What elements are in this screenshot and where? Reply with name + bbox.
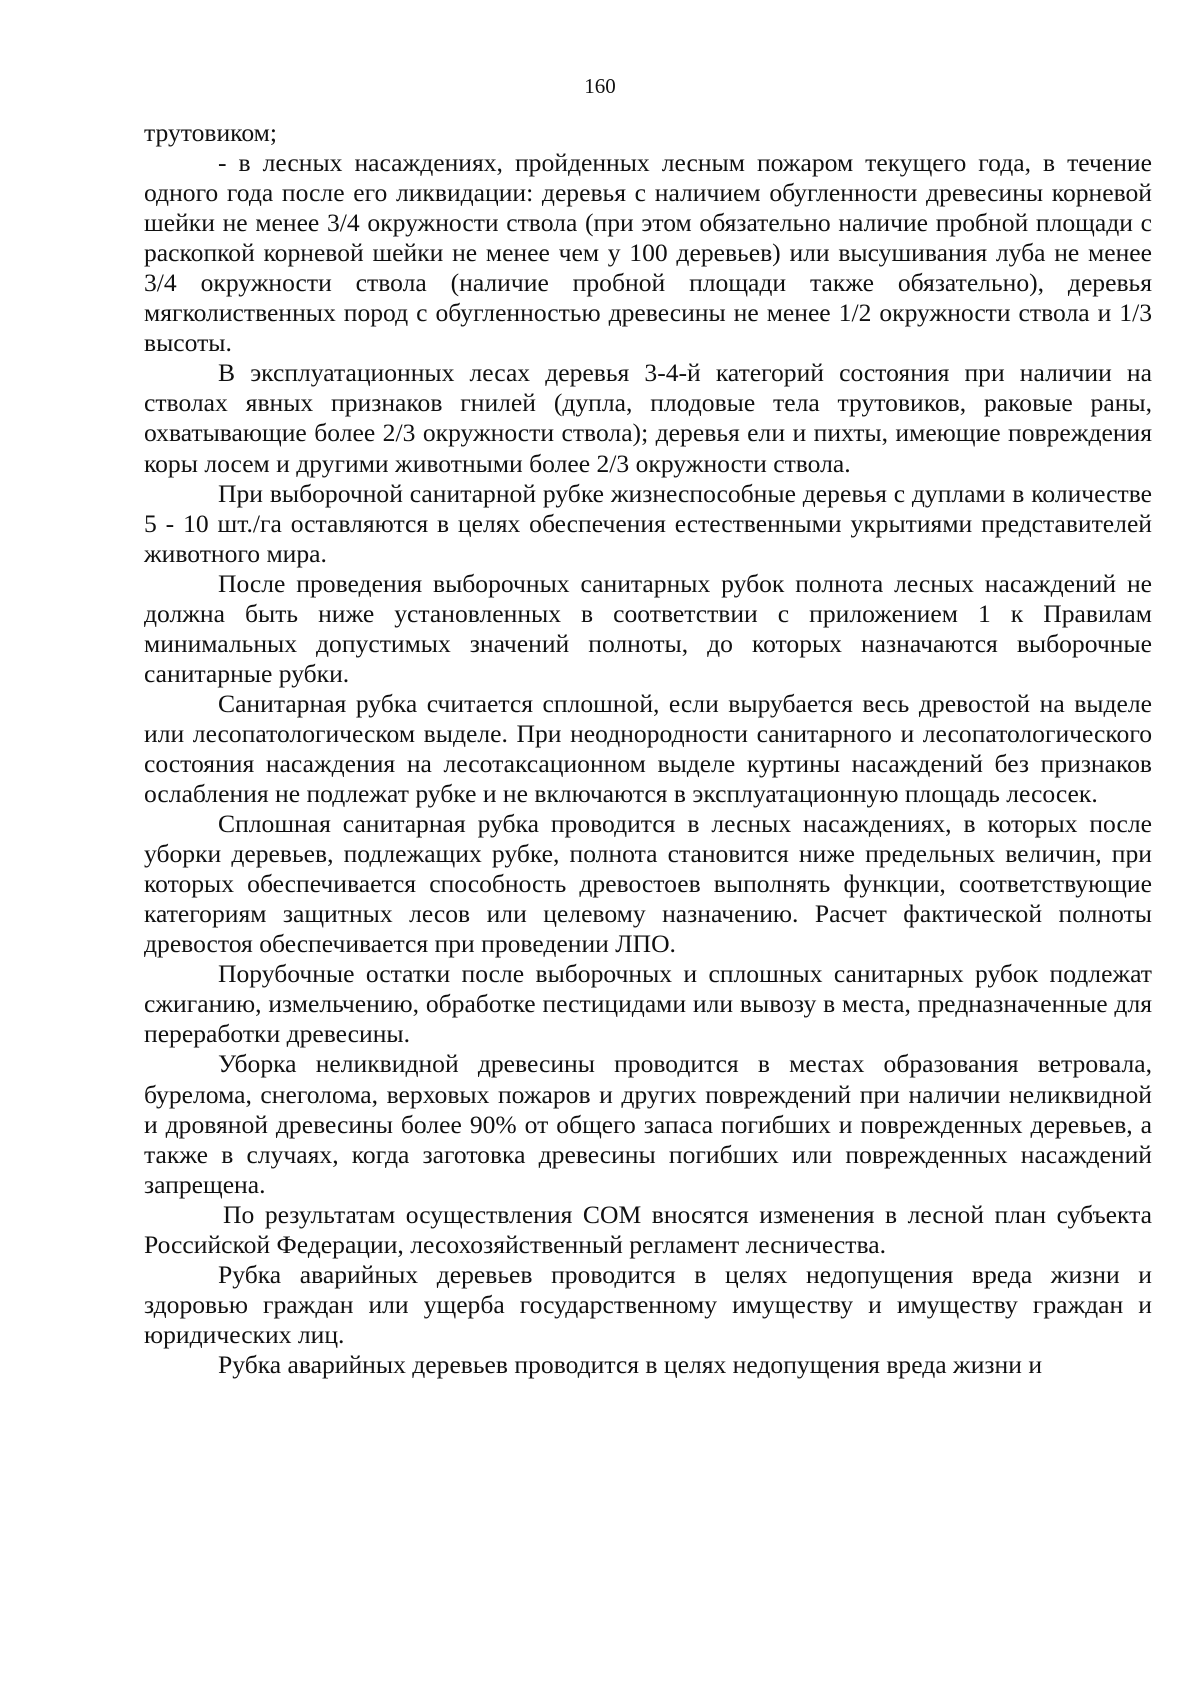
paragraph-clear-sanitary-felling-definition: Санитарная рубка считается сплошной, если вырубается весь древостой на выделе или лесопатологическом выделе. При неоднородности санитарного и лесопатологического состояния насаждения на лесотаксационном выделе куртины насаждений без признаков ослабления не подлежат рубке и не включаются в эксплуатационную площадь лесосек.: [144, 688, 1152, 809]
paragraph-som-results: По результатам осуществления СОМ вносятся изменения в лесной план субъекта Российской Федерации, лесохозяйственный регламент лесничества.: [144, 1199, 1152, 1259]
paragraph-hazard-trees-2: Рубка аварийных деревьев проводится в целях недопущения вреда жизни и: [218, 1349, 1043, 1379]
paragraph-clear-sanitary-felling-conditions: Сплошная санитарная рубка проводится в лесных насаждениях, в которых после уборки деревьев, подлежащих рубке, полнота становится ниже предельных величин, при которых обеспечивается способность древостоев выполнять функции, соответствующие категориям защитных лесов или целевому назначению. Расчет фактической полноты древостоя обеспечивается при проведении ЛПО.: [144, 809, 1152, 959]
paragraph-illiquid-wood-removal: Уборка неликвидной древесины проводится в местах образования ветровала, бурелома, снеголома, верховых пожаров и других повреждений при наличии неликвидной и дровяной древесины более 90% от общего запаса погибших и поврежденных деревьев, а также в случаях, когда заготовка древесины погибших или поврежденных насаждений запрещена.: [144, 1049, 1152, 1199]
paragraph-hazard-trees-1: Рубка аварийных деревьев проводится в целях недопущения вреда жизни и здоровью граждан или ущерба государственному имуществу и имуществу граждан и юридических лиц.: [144, 1259, 1152, 1349]
paragraph-selective-felling-hollow-trees: При выборочной санитарной рубке жизнеспособные деревья с дуплами в количестве 5 - 10 шт./га оставляются в целях обеспечения естественными укрытиями представителей животного мира.: [144, 478, 1152, 568]
paragraph-continuation: трутовиком;: [144, 118, 277, 147]
page-body: [144, 118, 1152, 1380]
paragraph-stand-density-after-felling: После проведения выборочных санитарных рубок полнота лесных насаждений не должна быть ниже установленных в соответствии с приложением 1 к Правилам минимальных допустимых значений полноты, до которых назначаются выборочные санитарные рубки.: [144, 568, 1152, 688]
paragraph-exploitation-forests: В эксплуатационных лесах деревья 3-4-й категорий состояния при наличии на стволах явных признаков гнилей (дупла, плодовые тела трутовиков, раковые раны, охватывающие более 2/3 окружности ствола); деревья ели и пихты, имеющие повреждения коры лосем и другими животными более 2/3 окружности ствола.: [144, 358, 1152, 478]
page-number: 160: [584, 74, 616, 98]
paragraph-fire-damaged-stands: - в лесных насаждениях, пройденных лесным пожаром текущего года, в течение одного года после его ликвидации: деревья с наличием обугленности древесины корневой шейки не менее 3/4 окружности ствола (при этом обязательно наличие пробной площади с раскопкой корневой шейки не менее чем у 100 деревьев) или высушивания луба не менее 3/4 окружности ствола (наличие пробной площади также обязательно), деревья мягколиственных пород с обугленностью древесины не менее 1/2 окружности ствола и 1/3 высоты.: [144, 148, 1152, 358]
paragraph-felling-residues: Порубочные остатки после выборочных и сплошных санитарных рубок подлежат сжиганию, измельчению, обработке пестицидами или вывозу в места, предназначенные для переработки древесины.: [144, 959, 1152, 1049]
